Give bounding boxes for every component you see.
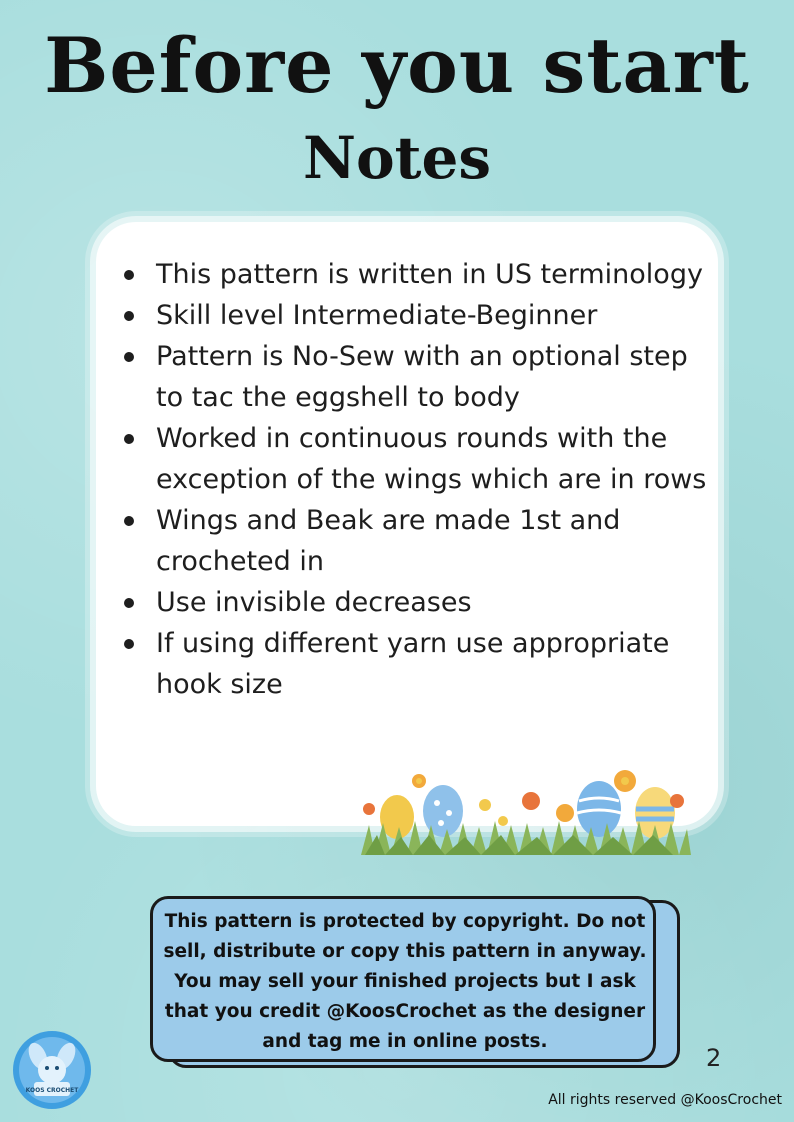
easter-eggs-flowers-icon — [355, 765, 693, 857]
copyright-box-front — [150, 896, 656, 1062]
notes-card — [96, 222, 718, 826]
list-item: If using different yarn use appropriate hook size — [156, 623, 716, 705]
copyright-text: This pattern is protected by copyright. Do not sell, distribute or copy this pattern in anyway. You may sell your finished projects but I ask that you credit @KoosCrochet as the designer and tag me in online posts. — [163, 911, 647, 1052]
list-item: This pattern is written in US terminology — [156, 254, 716, 295]
bunny-logo-icon — [12, 1030, 92, 1110]
logo-text: KOOS CROCHET — [25, 1087, 79, 1094]
list-item: Skill level Intermediate-Beginner — [156, 295, 716, 336]
page-title: Before you start — [44, 21, 750, 110]
list-item: Wings and Beak are made 1st and crocheted in — [156, 500, 716, 582]
list-item: Use invisible decreases — [156, 582, 716, 623]
rights-reserved: All rights reserved @KoosCrochet — [548, 1092, 782, 1108]
list-item: Worked in continuous rounds with the exception of the wings which are in rows — [156, 418, 716, 500]
copyright-notice — [150, 896, 680, 1066]
page-number: 2 — [706, 1044, 722, 1072]
list-item: Pattern is No-Sew with an optional step to tac the eggshell to body — [156, 336, 716, 418]
page-subtitle: Notes — [302, 124, 492, 192]
notes-list — [156, 254, 716, 705]
